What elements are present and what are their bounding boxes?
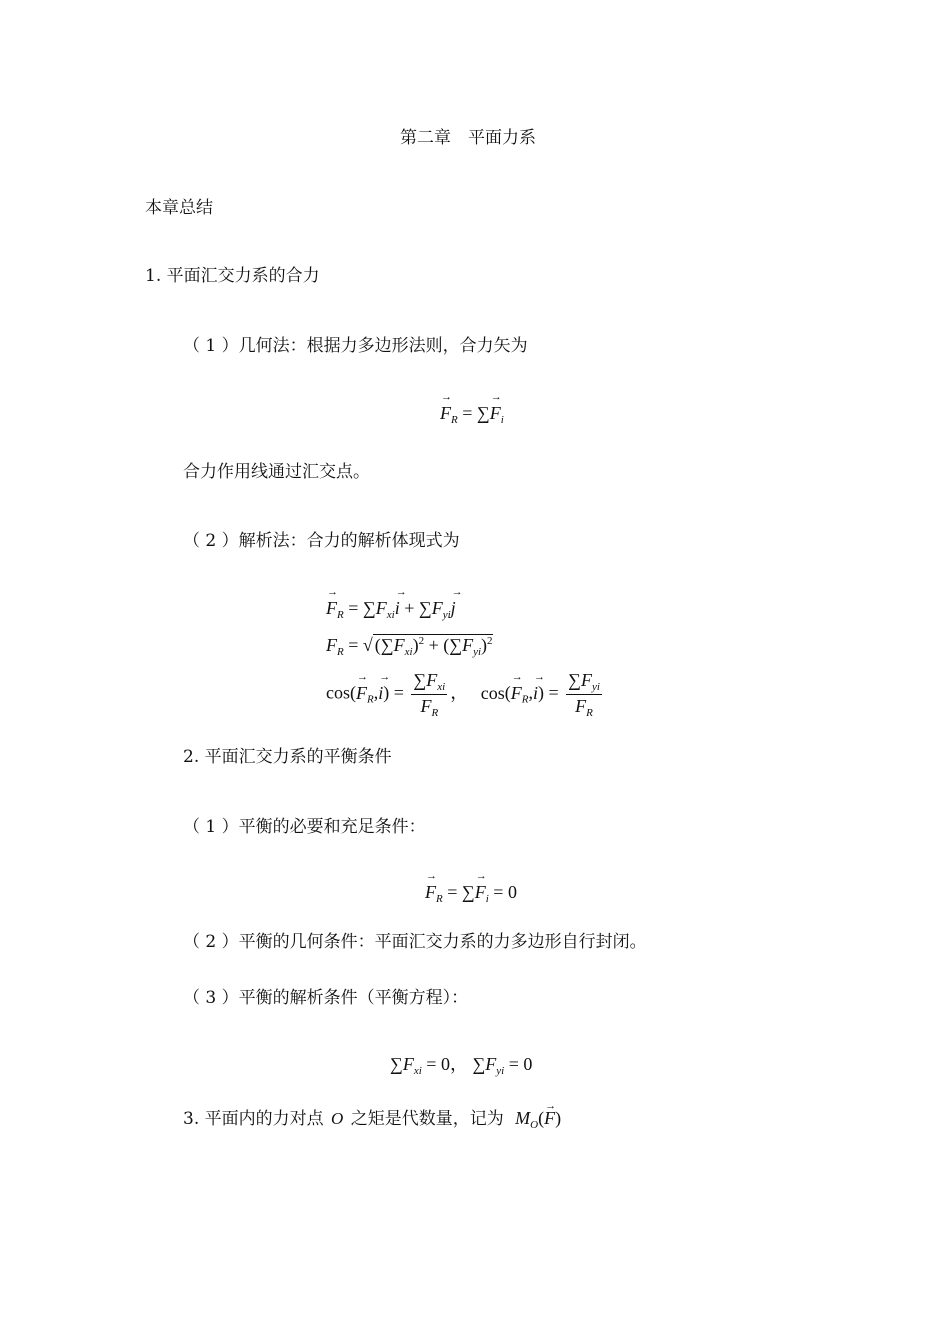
section-2-heading: 2. 平面汇交力系的平衡条件 (183, 747, 392, 767)
equation-direction-cosines: $\cos(\to F_R,\to i)$ = $\frac{\sum F_{xi}}{F_R}$ ， $\cos(\to F_R,\to i)$ = $\frac{\sum F_{yi}}{F_R}$ (326, 670, 605, 719)
geometric-method-text: （ 1 ）几何法：根据力多边形法则，合力矢为 (183, 336, 528, 356)
point-o-symbol: O (331, 1109, 344, 1128)
summary-heading: 本章总结 (145, 198, 213, 218)
equation-resultant-magnitude: $F_R$ = √ $(\sum F_{xi})^2 + (\sum F_{yi})^2$ (326, 635, 493, 658)
equation-resultant-components: → $F_R = \sum F_{xi}\to i + \sum F_{yi}\to j$ (326, 598, 456, 621)
equation-equilibrium-components: $\sum F_{xi} = 0$， $\sum F_{yi} = 0$ (390, 1054, 533, 1077)
geometric-equilibrium-text: （ 2 ）平衡的几何条件：平面汇交力系的力多边形自行封闭。 (183, 932, 647, 952)
analytic-method-text: （ 2 ）解析法：合力的解析体现式为 (183, 531, 460, 551)
analytic-equilibrium-text: （ 3 ）平衡的解析条件（平衡方程）： (183, 988, 469, 1008)
resultant-line-note: 合力作用线通过汇交点。 (183, 462, 370, 482)
moment-symbol: $M_O(\to F)$ (515, 1108, 561, 1128)
equation-equilibrium-vector: → $F_R$ = ∑→ $F_i = 0$ (425, 882, 517, 905)
equilibrium-condition-text: （ 1 ）平衡的必要和充足条件： (183, 817, 426, 837)
section-3-heading: 3. 平面内的力对点 O 之矩是代数量，记为 $M_O(\to F)$ (183, 1107, 561, 1136)
equation-resultant-vector: → $F_R$ = ∑→ $F_i$ (440, 403, 504, 426)
chapter-title: 第二章 平面力系 (400, 128, 536, 148)
section-1-heading: 1. 平面汇交力系的合力 (145, 266, 320, 286)
